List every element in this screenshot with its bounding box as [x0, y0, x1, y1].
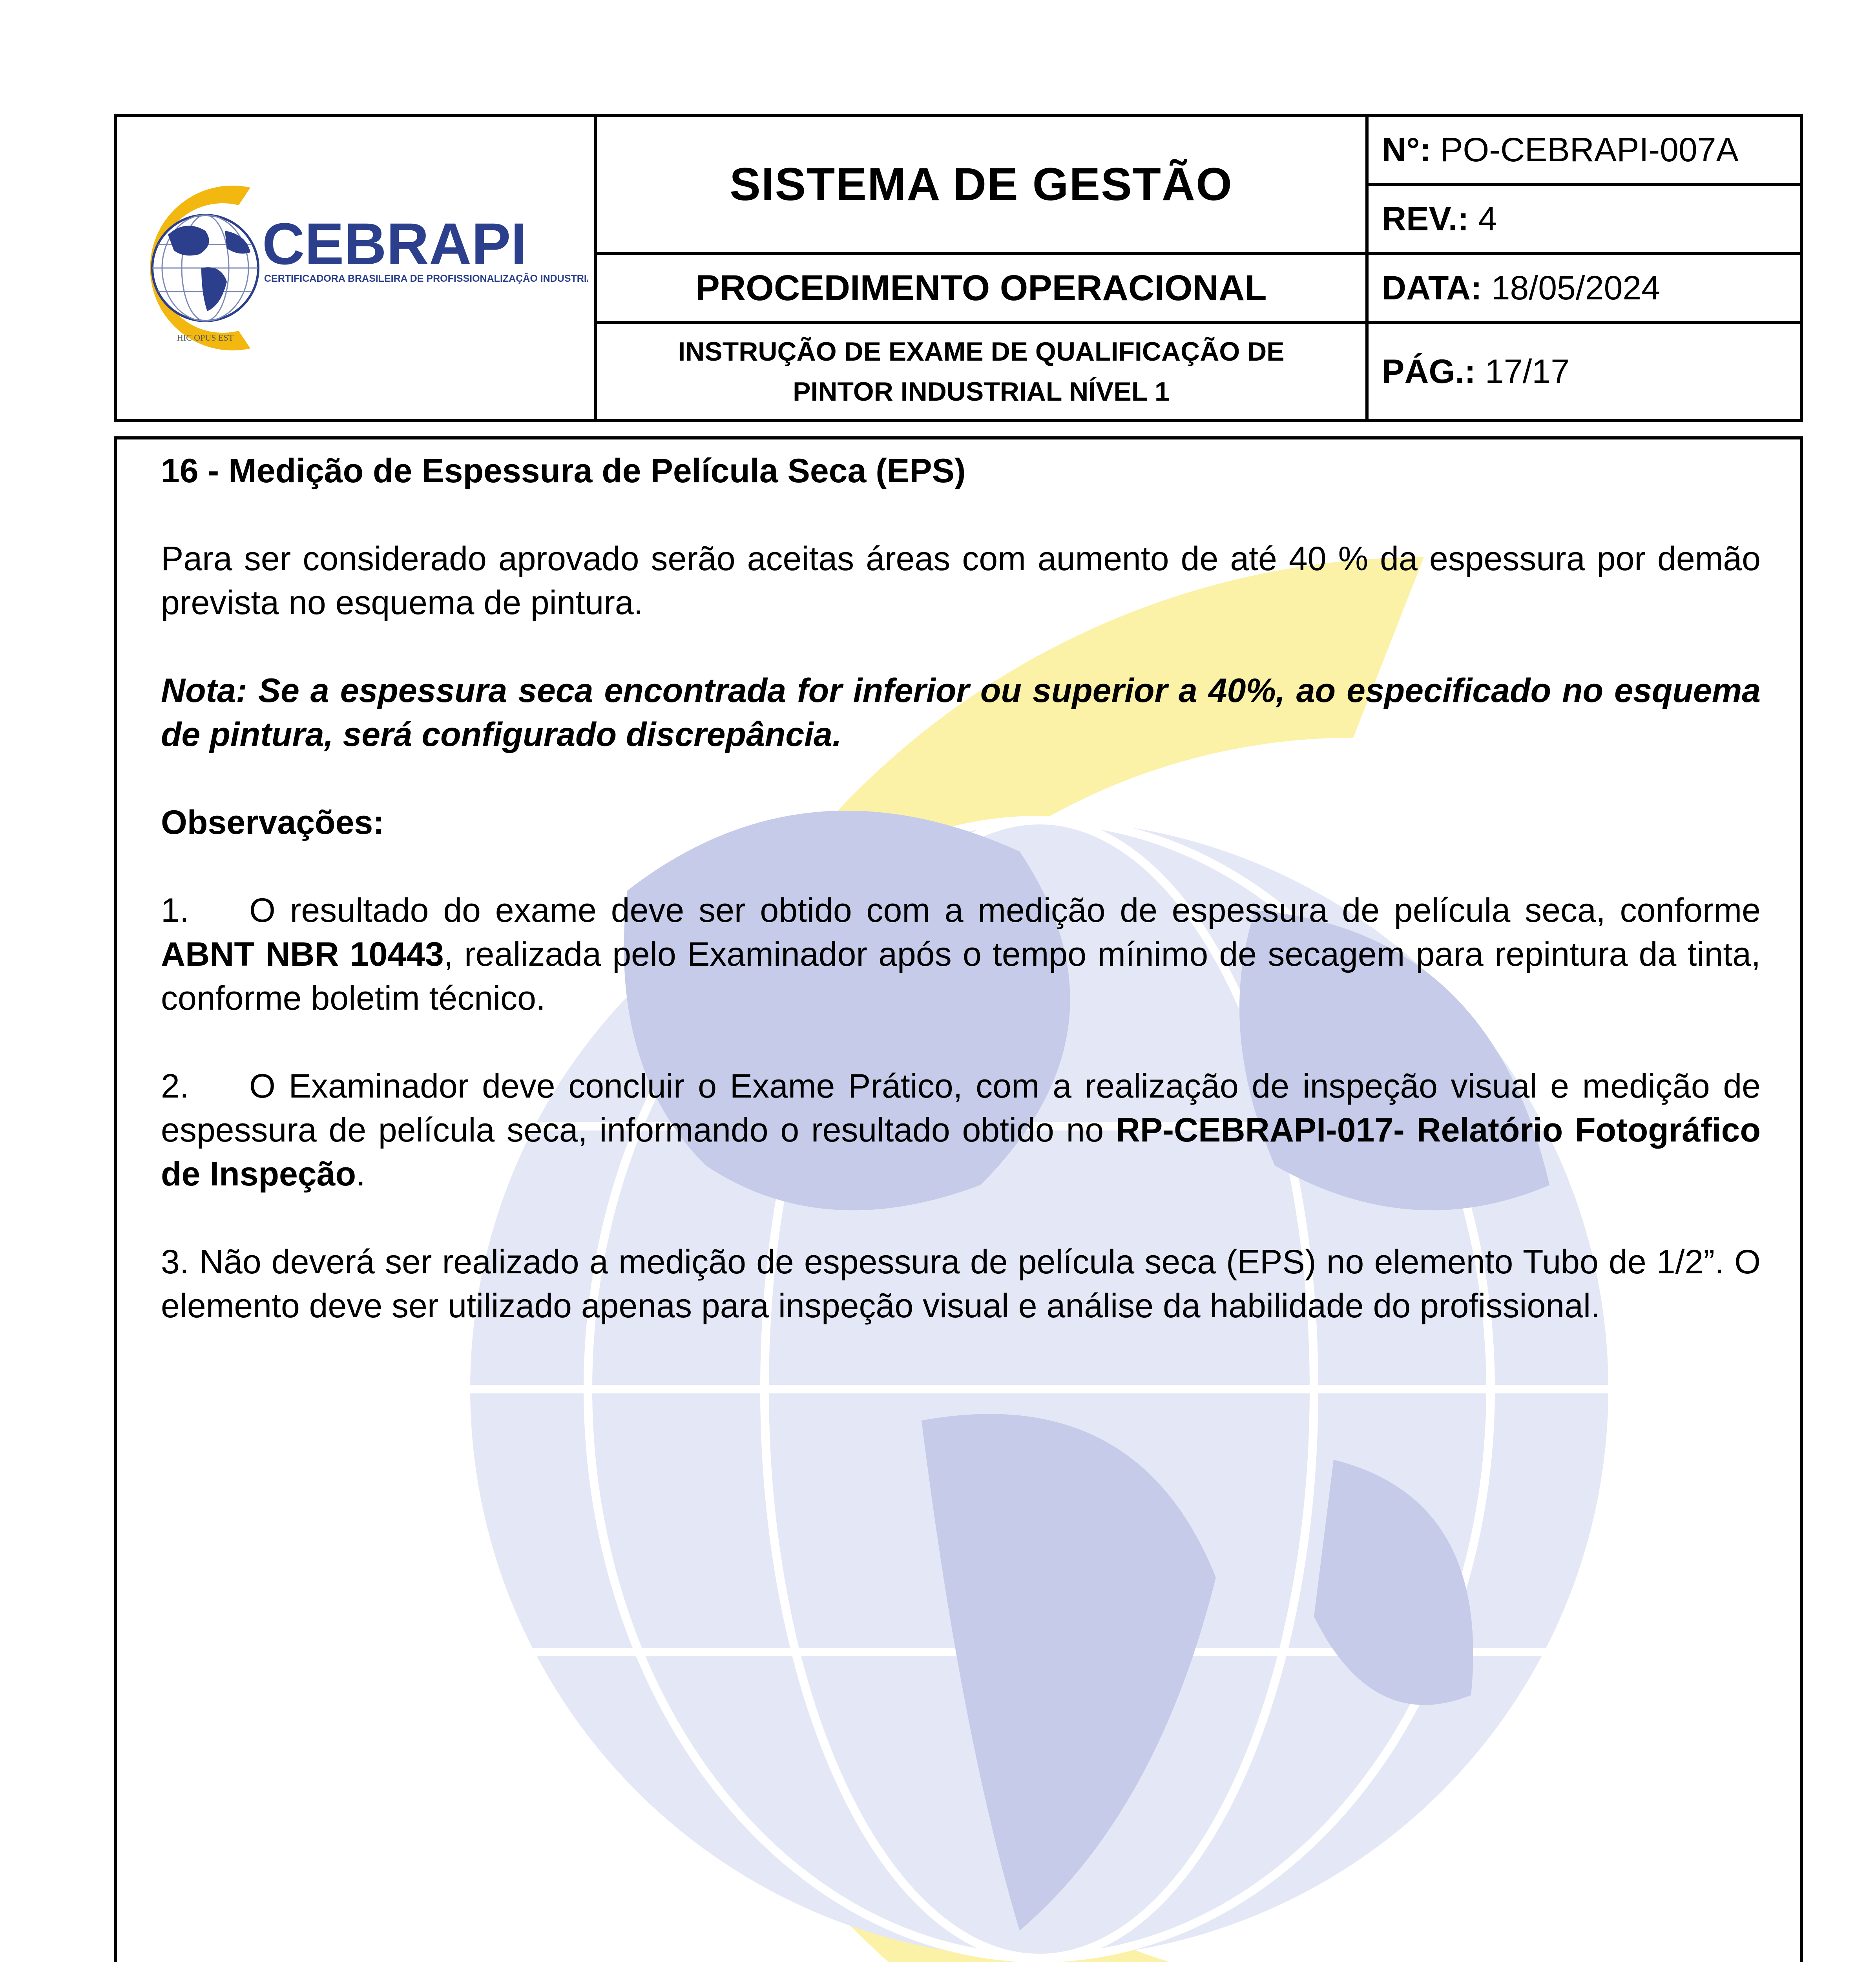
system-title: SISTEMA DE GESTÃO: [595, 115, 1367, 253]
logo-brand-text: CEBRAPI: [262, 211, 527, 277]
cebrapi-logo: [121, 176, 588, 360]
date-value: 18/05/2024: [1491, 269, 1661, 307]
date-cell: [1367, 253, 1801, 323]
section-heading: 16 - Medição de Espessura de Película Seca (EPS): [161, 452, 966, 490]
instruction-title-line2: PINTOR INDUSTRIAL NÍVEL 1: [793, 377, 1170, 407]
logo-motto-text: HIC OPUS EST: [177, 333, 234, 343]
observation-1-text-end: , realizada pelo Examinador após o tempo mínimo de secagem para repintura da tinta, conforme boletim técnico.: [161, 935, 1761, 1017]
doc-number-value: PO-CEBRAPI-007A: [1440, 131, 1739, 169]
observation-item-2: [161, 1064, 1761, 1196]
logo-tagline-text: CERTIFICADORA BRASILEIRA DE PROFISSIONALIZAÇÃO INDUSTRIAL: [264, 273, 588, 284]
instruction-title: [595, 323, 1367, 421]
procedure-title: PROCEDIMENTO OPERACIONAL: [595, 253, 1367, 323]
logo-cell: [115, 115, 595, 421]
content-frame: [114, 436, 1803, 1962]
approval-criteria-paragraph: Para ser considerado aprovado serão aceitas áreas com aumento de até 40 % da espessura por demão prevista no esquema de pintura.: [161, 540, 1761, 622]
observation-1-number: 1.: [161, 892, 189, 929]
note-paragraph: Nota: Se a espessura seca encontrada for inferior ou superior a 40%, ao especificado no esquema de pintura, será configurado discrepância.: [161, 672, 1761, 753]
observation-1-standard: ABNT NBR 10443: [161, 935, 444, 973]
doc-number-label: N°:: [1382, 131, 1431, 169]
page-value: 17/17: [1485, 352, 1570, 390]
observation-2-text: O Examinador deve concluir o Exame Prático, com a realização de inspeção visual e medição de espessura de película seca, informando o resultado obtido no: [161, 1067, 1761, 1149]
document-body: [161, 449, 1761, 1328]
observation-2-text-end: .: [356, 1155, 365, 1193]
instruction-title-line1: INSTRUÇÃO DE EXAME DE QUALIFICAÇÃO DE: [678, 337, 1285, 367]
revision-cell: [1367, 184, 1801, 253]
date-label: DATA:: [1382, 269, 1482, 307]
observation-2-report-reference: RP-CEBRAPI-017- Relatório Fotográfico de Inspeção: [161, 1111, 1761, 1193]
revision-label: REV.:: [1382, 200, 1469, 238]
observation-item-1: [161, 888, 1761, 1020]
revision-value: 4: [1478, 200, 1497, 238]
observations-heading: Observações:: [161, 804, 384, 841]
observation-1-text: O resultado do exame deve ser obtido com a medição de espessura de película seca, conforme: [249, 892, 1761, 929]
doc-number-cell: [1367, 115, 1801, 184]
page-label: PÁG.:: [1382, 352, 1476, 390]
observation-item-3: 3. Não deverá ser realizado a medição de espessura de película seca (EPS) no elemento Tubo de 1/2”. O elemento deve ser utilizado apenas para inspeção visual e análise da habilidade do profissional.: [161, 1243, 1761, 1325]
observation-2-number: 2.: [161, 1067, 189, 1105]
document-header: [114, 114, 1803, 422]
page-cell: [1367, 323, 1801, 421]
